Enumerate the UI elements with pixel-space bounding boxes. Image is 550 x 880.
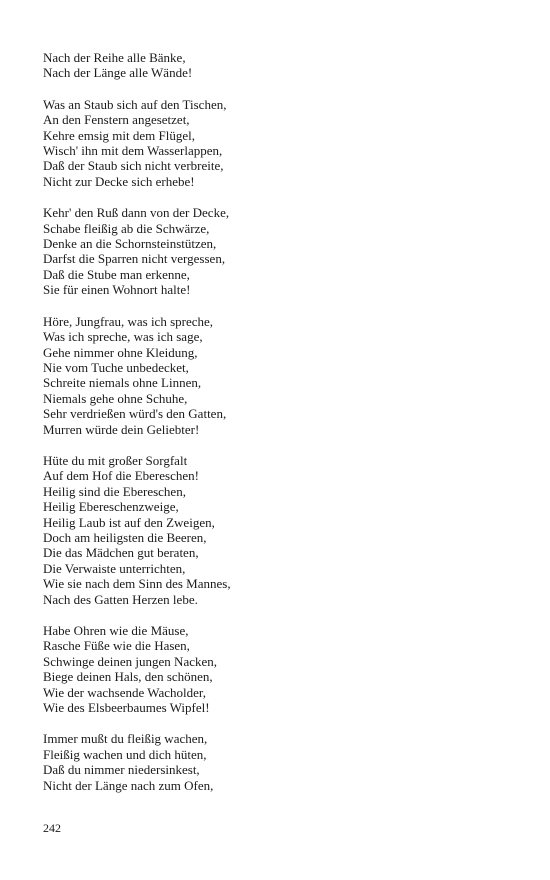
verse-line: Wie der wachsende Wacholder,	[43, 684, 206, 700]
page-number: 242	[43, 821, 61, 835]
verse-line: Nach des Gatten Herzen lebe.	[43, 591, 198, 607]
poem-text	[43, 50, 503, 809]
stanza-2	[43, 97, 503, 189]
verse-line: Nicht zur Decke sich erhebe!	[43, 173, 195, 189]
verse-line: Daß die Stube man erkenne,	[43, 266, 190, 282]
verse-line: Nach der Reihe alle Bänke,	[43, 50, 186, 65]
verse-line: Fleißig wachen und dich hüten,	[43, 746, 207, 762]
verse-line: Habe Ohren wie die Mäuse,	[43, 623, 189, 638]
verse-line: Denke an die Schornsteinstützen,	[43, 236, 217, 252]
verse-line: Was an Staub sich auf den Tischen,	[43, 96, 227, 112]
verse-line: Gehe nimmer ohne Kleidung,	[43, 344, 198, 360]
stanza-7	[43, 731, 503, 793]
verse-line: Darfst die Sparren nicht vergessen,	[43, 251, 226, 267]
verse-line: Hüte du mit großer Sorgfalt	[43, 452, 188, 468]
verse-line: Nie vom Tuche unbedecket,	[43, 359, 189, 375]
verse-line: Doch am heiligsten die Beeren,	[43, 529, 207, 545]
verse-line: Immer mußt du fleißig wachen,	[43, 731, 208, 747]
stanza-5	[43, 453, 503, 607]
verse-line: Sehr verdrießen würd's den Gatten,	[43, 406, 227, 422]
stanza-3	[43, 205, 503, 297]
verse-line: Daß du nimmer niedersinkest,	[43, 762, 200, 778]
verse-line: Kehre emsig mit dem Flügel,	[43, 127, 196, 143]
verse-line: Schreite niemals ohne Linnen,	[43, 375, 202, 391]
verse-line: Kehr' den Ruß dann von der Decke,	[43, 205, 230, 221]
verse-line: Biege deinen Hals, den schönen,	[43, 669, 213, 685]
verse-line: Was ich spreche, was ich sage,	[43, 329, 203, 345]
verse-line: Schwinge deinen jungen Nacken,	[43, 653, 218, 669]
verse-line: Daß der Staub sich nicht verbreite,	[43, 158, 224, 174]
verse-line: Heilig sind die Ebereschen,	[43, 483, 186, 499]
verse-line: Sie für einen Wohnort halte!	[43, 282, 191, 298]
verse-line: Niemals gehe ohne Schuhe,	[43, 390, 188, 406]
stanza-6	[43, 623, 503, 715]
verse-line: Wie des Elsbeerbaumes Wipfel!	[43, 700, 210, 716]
verse-line: Die Verwaiste unterrichten,	[43, 560, 186, 576]
verse-line: Heilig Laub ist auf den Zweigen,	[43, 514, 215, 530]
verse-line: Nicht der Länge nach zum Ofen,	[43, 777, 214, 793]
verse-line: Höre, Jungfrau, was ich spreche,	[43, 313, 214, 329]
verse-line: Rasche Füße wie die Hasen,	[43, 638, 190, 654]
verse-line: Schabe fleißig ab die Schwärze,	[43, 220, 210, 236]
verse-line: Auf dem Hof die Ebereschen!	[43, 468, 199, 484]
stanza-4	[43, 314, 503, 437]
verse-line: Nach der Länge alle Wände!	[43, 65, 193, 81]
stanza-1	[43, 50, 503, 81]
verse-line: An den Fenstern angesetzet,	[43, 112, 190, 128]
verse-line: Wie sie nach dem Sinn des Mannes,	[43, 576, 231, 592]
verse-line: Wisch' ihn mit dem Wasserlappen,	[43, 143, 223, 159]
verse-line: Murren würde dein Geliebter!	[43, 421, 200, 437]
verse-line: Die das Mädchen gut beraten,	[43, 545, 199, 561]
verse-line: Heilig Ebereschenzweige,	[43, 499, 179, 515]
